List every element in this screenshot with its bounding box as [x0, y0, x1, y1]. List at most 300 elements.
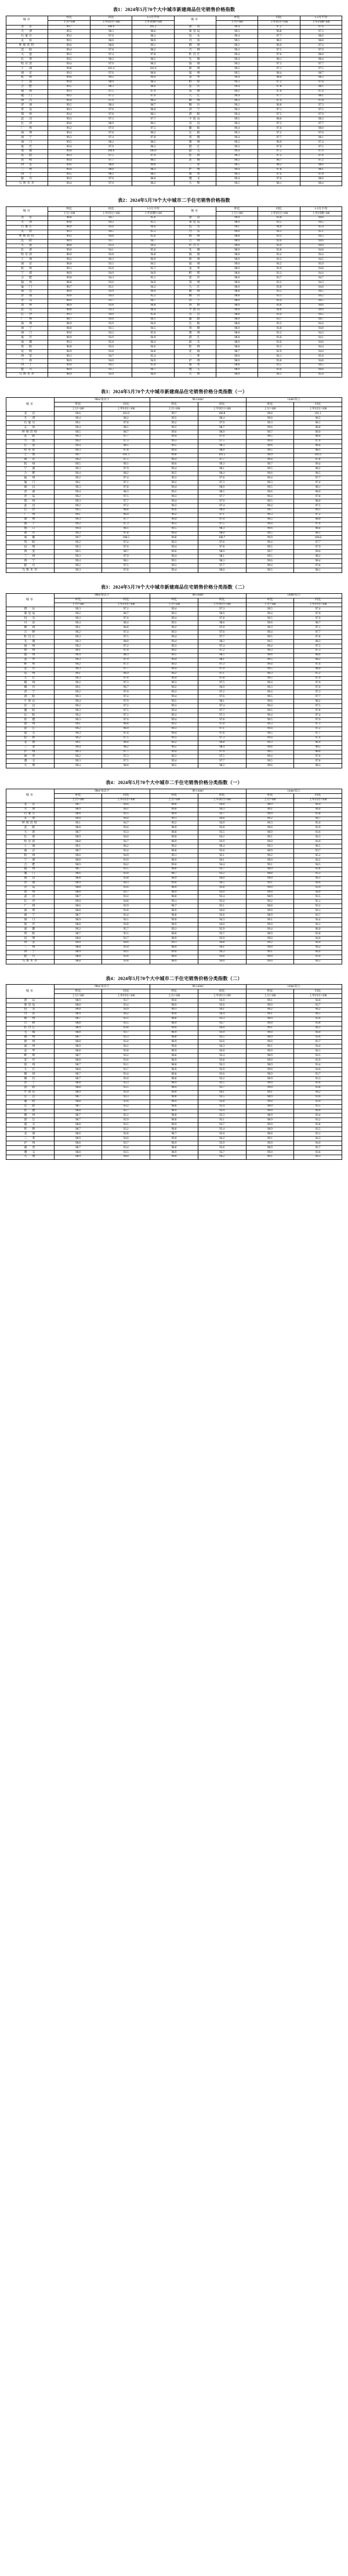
cell-value: 99.4 — [150, 517, 198, 522]
cell-city: 青 岛 — [6, 299, 48, 303]
cell-value: 99.6 — [150, 508, 198, 513]
cell-value: 98.7 — [54, 1063, 102, 1068]
cell-value: 99.0 — [150, 1026, 198, 1031]
cell-city: 韶 关 — [174, 340, 216, 345]
cell-value: 94.6 — [300, 340, 342, 345]
cell-value: 96.2 — [102, 844, 150, 849]
header-huanbi: 环比 — [54, 598, 102, 603]
table-row — [6, 1095, 342, 1100]
table-row — [6, 30, 342, 34]
cell-value: 94.5 — [300, 289, 342, 294]
cell-value: 98.8 — [216, 363, 258, 368]
cell-value: 93.7 — [294, 1146, 342, 1151]
cell-value: 97.7 — [102, 434, 150, 439]
cell-value: 94.8 — [132, 253, 174, 257]
cell-value: 98.8 — [216, 322, 258, 326]
cell-value: 96.9 — [258, 43, 300, 48]
cell-city: 福 州 — [6, 476, 55, 481]
cell-value: 98.1 — [300, 168, 342, 172]
cell-value: 99.3 — [198, 462, 246, 467]
cell-value: 97.5 — [102, 458, 150, 462]
cell-value: 94.0 — [102, 1155, 150, 1159]
cell-value: 94.1 — [102, 1044, 150, 1049]
cell-value: 93.6 — [90, 345, 132, 350]
cell-value: 99.1 — [246, 1090, 294, 1095]
cell-value: 99.5 — [216, 71, 258, 75]
cell-value: 97.5 — [102, 709, 150, 713]
cell-value: 94.0 — [258, 308, 300, 313]
cell-value: 99.4 — [246, 495, 294, 499]
cell-value: 93.6 — [90, 281, 132, 285]
table-block-t3 — [6, 386, 342, 573]
header-city: 城市 — [6, 207, 48, 216]
cell-value: 93.5 — [294, 895, 342, 899]
cell-city: 太 原 — [6, 230, 48, 234]
cell-value: 99.5 — [48, 30, 90, 34]
cell-value: 93.5 — [102, 1086, 150, 1090]
cell-value: 98.9 — [48, 239, 90, 244]
cell-value: 94.2 — [294, 1090, 342, 1095]
cell-city: 常 德 — [6, 1109, 55, 1113]
cell-value: 98.9 — [150, 1068, 198, 1072]
cell-city: 长 春 — [6, 835, 55, 840]
cell-value: 98.8 — [54, 890, 102, 895]
cell-city: 徐 州 — [174, 257, 216, 262]
table-row — [6, 313, 342, 317]
cell-value: 93.7 — [198, 867, 246, 872]
cell-city: 安 庆 — [174, 85, 216, 89]
header-tongbi: 同比 — [102, 402, 150, 407]
header-sub-prev-year-month: 上年同月=100 — [90, 211, 132, 216]
cell-value: 94.3 — [300, 331, 342, 336]
cell-value: 98.5 — [132, 172, 174, 177]
cell-value: 93.3 — [258, 345, 300, 350]
cell-city: 贵 阳 — [6, 540, 55, 545]
header-sub-prev-year-month: 上年同月=100 — [294, 603, 342, 607]
cell-value: 99.7 — [246, 430, 294, 434]
header-size-group-0: 90m²及以下 — [54, 985, 150, 989]
cell-value: 99.6 — [246, 471, 294, 476]
header-city: 城市 — [6, 398, 55, 412]
cell-value: 99.1 — [150, 854, 198, 858]
cell-value: 99.6 — [246, 490, 294, 495]
cell-value: 99.3 — [150, 476, 198, 481]
cell-city: 北 京 — [6, 803, 55, 807]
table-row — [6, 554, 342, 559]
cell-city: 宁 波 — [6, 467, 55, 471]
cell-value: 99.0 — [246, 923, 294, 927]
cell-value: 93.8 — [102, 959, 150, 964]
cell-value: 99.3 — [48, 136, 90, 140]
cell-value: 98.8 — [216, 281, 258, 285]
cell-value: 99.3 — [150, 522, 198, 527]
cell-value: 99.9 — [246, 536, 294, 540]
cell-value: 98.1 — [198, 699, 246, 704]
cell-value: 99.0 — [48, 248, 90, 253]
cell-city: 湛 江 — [6, 1118, 55, 1123]
cell-value: 94.2 — [198, 1155, 246, 1159]
cell-value: 94.9 — [102, 854, 150, 858]
header-sub-prev-year-month: 上年同月=100 — [102, 994, 150, 999]
cell-value: 99.3 — [54, 750, 102, 754]
cell-value: 99.4 — [216, 34, 258, 39]
table-row — [6, 453, 342, 458]
cell-city: 无 锡 — [174, 57, 216, 62]
table-row — [6, 458, 342, 462]
table-row — [6, 927, 342, 932]
header-size-group-2: 144m²以上 — [246, 398, 342, 402]
cell-value: 99.3 — [150, 704, 198, 709]
cell-city: 杭 州 — [6, 462, 55, 467]
cell-value: 98.0 — [90, 80, 132, 85]
table-row — [6, 612, 342, 616]
cell-value: 99.6 — [150, 430, 198, 434]
cell-city: 泉 州 — [174, 89, 216, 94]
cell-value: 99.4 — [150, 554, 198, 559]
cell-value: 93.7 — [102, 936, 150, 941]
cell-value: 93.4 — [102, 1146, 150, 1151]
cell-value: 97.2 — [294, 727, 342, 731]
cell-value: 97.1 — [102, 662, 150, 667]
cell-city: 秦皇岛 — [174, 30, 216, 34]
cell-value: 99.2 — [54, 540, 102, 545]
cell-value: 97.1 — [198, 672, 246, 676]
cell-value: 99.4 — [48, 80, 90, 85]
table-row — [6, 503, 342, 508]
table-row — [6, 476, 342, 481]
cell-value: 94.8 — [300, 267, 342, 271]
cell-value: 98.8 — [216, 345, 258, 350]
cell-city: 扬 州 — [6, 644, 55, 648]
cell-value: 99.3 — [216, 172, 258, 177]
cell-value: 99.3 — [150, 690, 198, 695]
cell-value: 98.4 — [90, 103, 132, 108]
cell-value: 98.9 — [150, 1040, 198, 1044]
cell-value: 98.7 — [54, 1072, 102, 1077]
cell-value: 99.7 — [150, 412, 198, 416]
cell-value: 99.8 — [246, 412, 294, 416]
cell-value: 99.0 — [150, 881, 198, 886]
cell-city: 银 川 — [6, 955, 55, 959]
table-row — [6, 1141, 342, 1146]
table-row — [6, 750, 342, 754]
cell-value: 99.0 — [246, 1100, 294, 1104]
table-row — [6, 1035, 342, 1040]
cell-value: 97.9 — [294, 545, 342, 550]
cell-value: 93.7 — [102, 840, 150, 844]
cell-value: 99.0 — [246, 1141, 294, 1146]
cell-value: 99.6 — [48, 163, 90, 168]
cell-value: 98.3 — [294, 764, 342, 768]
cell-value: 97.5 — [300, 66, 342, 71]
cell-value: 98.9 — [246, 1118, 294, 1123]
cell-value: 97.3 — [102, 522, 150, 527]
cell-value: 99.1 — [132, 43, 174, 48]
cell-city: 惠 州 — [6, 1113, 55, 1118]
cell-value: 99.4 — [150, 499, 198, 503]
cell-value: 99.0 — [150, 1044, 198, 1049]
cell-city: 南 宁 — [6, 326, 48, 331]
cell-value: 98.8 — [54, 1150, 102, 1155]
cell-value: 99.3 — [48, 117, 90, 122]
cell-value: 93.2 — [258, 281, 300, 285]
cell-city: 郑 州 — [6, 499, 55, 503]
cell-value: 93.8 — [198, 886, 246, 890]
cell-city: 秦皇岛 — [6, 612, 55, 616]
cell-value: 99.4 — [246, 727, 294, 731]
cell-value: 93.5 — [258, 363, 300, 368]
table-row — [6, 271, 342, 276]
cell-value: 97.3 — [258, 62, 300, 67]
cell-value: 99.0 — [216, 230, 258, 234]
cell-value: 97.7 — [300, 62, 342, 67]
cell-city: 南 京 — [6, 71, 48, 75]
table-row — [6, 163, 342, 168]
cell-city: 韶 关 — [6, 731, 55, 736]
cell-value: 99.4 — [246, 644, 294, 648]
cell-value: 97.7 — [90, 158, 132, 163]
cell-value: 93.1 — [258, 294, 300, 299]
cell-city: 广 州 — [6, 904, 55, 909]
table-row — [6, 1017, 342, 1021]
cell-value: 99.3 — [54, 640, 102, 644]
cell-value: 99.6 — [48, 75, 90, 80]
table-row — [6, 1003, 342, 1007]
cell-city: 烟 台 — [6, 1076, 55, 1081]
cell-value: 98.8 — [54, 1068, 102, 1072]
table-row — [6, 513, 342, 517]
cell-value: 98.6 — [294, 490, 342, 495]
table-row — [6, 136, 342, 140]
cell-value: 99.4 — [216, 85, 258, 89]
cell-value: 99.4 — [216, 53, 258, 57]
cell-value: 98.8 — [216, 294, 258, 299]
cell-value: 93.9 — [198, 840, 246, 844]
cell-value: 97.8 — [294, 564, 342, 568]
table-title: 表4：2024年5月70个大中城市二手住宅销售价格分类指数（二） — [106, 975, 242, 981]
cell-value: 97.9 — [102, 554, 150, 559]
cell-value: 93.8 — [294, 812, 342, 817]
cell-value: 93.8 — [294, 931, 342, 936]
cell-value: 98.9 — [48, 299, 90, 303]
header-sub-prev-year-month: 上年同月=100 — [198, 407, 246, 412]
cell-value: 97.3 — [102, 754, 150, 759]
cell-value: 98.8 — [54, 1003, 102, 1007]
cell-value: 98.9 — [150, 1049, 198, 1054]
cell-value: 101.1 — [294, 412, 342, 416]
cell-city: 济 宁 — [174, 299, 216, 303]
table-row — [6, 430, 342, 434]
cell-value: 99.0 — [54, 854, 102, 858]
cell-city: 秦皇岛 — [6, 1003, 55, 1007]
cell-value: 98.9 — [90, 122, 132, 126]
cell-value: 94.1 — [102, 807, 150, 812]
cell-value: 98.8 — [48, 281, 90, 285]
cell-value: 98.9 — [150, 858, 198, 862]
cell-value: 94.1 — [198, 858, 246, 862]
cell-value: 99.5 — [216, 39, 258, 43]
cell-value: 98.9 — [246, 803, 294, 807]
cell-value: 94.4 — [132, 308, 174, 313]
cell-value: 99.5 — [48, 172, 90, 177]
cell-value: 99.2 — [150, 844, 198, 849]
cell-city: 桂 林 — [174, 345, 216, 350]
table-row — [6, 672, 342, 676]
cell-value: 94.6 — [198, 817, 246, 821]
cell-value: 93.5 — [102, 867, 150, 872]
cell-city: 厦 门 — [6, 94, 48, 99]
cell-value: 93.0 — [102, 1076, 150, 1081]
cell-value: 99.2 — [54, 713, 102, 718]
cell-value: 98.8 — [216, 234, 258, 239]
cell-value: 98.8 — [150, 1104, 198, 1109]
cell-value: 94.0 — [198, 909, 246, 913]
table-row — [6, 62, 342, 67]
cell-value: 97.7 — [300, 122, 342, 126]
cell-value: 99.4 — [246, 630, 294, 635]
cell-value: 98.8 — [150, 830, 198, 835]
cell-value: 99.4 — [150, 434, 198, 439]
header-sub-prev-year-month: 上年同月=100 — [198, 798, 246, 803]
header-tongbi: 同比 — [198, 598, 246, 603]
cell-value: 97.5 — [294, 704, 342, 709]
cell-value: 94.7 — [90, 216, 132, 220]
cell-value: 96.9 — [132, 257, 174, 262]
cell-city: 郑 州 — [6, 303, 48, 308]
header-tongbi: 同比 — [294, 598, 342, 603]
cell-city: 北 海 — [6, 1132, 55, 1137]
table-row — [6, 368, 342, 372]
cell-value: 99.6 — [246, 527, 294, 531]
cell-value: 97.2 — [258, 131, 300, 136]
cell-value: 99.4 — [150, 467, 198, 471]
cell-value: 93.1 — [102, 1017, 150, 1021]
cell-city: 三 亚 — [6, 1137, 55, 1141]
header-sub-prev-year-period: 上年同期=100 — [132, 211, 174, 216]
cell-city: 岳 阳 — [6, 1104, 55, 1109]
cell-value: 101.3 — [102, 453, 150, 458]
cell-value: 98.8 — [48, 326, 90, 331]
cell-value: 93.4 — [198, 895, 246, 899]
cell-value: 93.5 — [102, 1123, 150, 1127]
cell-city: 九 江 — [6, 1068, 55, 1072]
cell-value: 99.6 — [246, 425, 294, 430]
cell-value: 98.9 — [150, 1021, 198, 1026]
cell-city: 遵 义 — [6, 759, 55, 764]
cell-value: 95.0 — [132, 363, 174, 368]
cell-city: 哈尔滨 — [6, 62, 48, 67]
cell-value: 97.6 — [294, 522, 342, 527]
cell-value: 99.3 — [216, 62, 258, 67]
cell-value: 96.9 — [102, 513, 150, 517]
cell-city: 徐 州 — [174, 66, 216, 71]
cell-value: 99.6 — [246, 699, 294, 704]
cell-value: 99.1 — [246, 1155, 294, 1159]
cell-city: 哈尔滨 — [6, 840, 55, 844]
cell-value: 97.0 — [198, 626, 246, 630]
header-city: 城市 — [6, 789, 55, 803]
cell-value: 99.2 — [150, 421, 198, 426]
cell-value: 94.1 — [294, 909, 342, 913]
cell-value: 99.0 — [216, 262, 258, 267]
cell-value: 97.9 — [198, 499, 246, 503]
cell-value: 93.8 — [198, 1058, 246, 1063]
cell-value: 93.3 — [258, 271, 300, 276]
cell-city: 呼和浩特 — [6, 821, 55, 826]
cell-value: 94.0 — [90, 271, 132, 276]
cell-city: 包 头 — [6, 616, 55, 621]
cell-value: 98.7 — [54, 830, 102, 835]
cell-value: 99.5 — [54, 430, 102, 434]
cell-value: 99.1 — [132, 122, 174, 126]
cell-value: 94.7 — [132, 239, 174, 244]
cell-value: 98.0 — [258, 117, 300, 122]
cell-value: 99.7 — [54, 536, 102, 540]
cell-value: 97.6 — [258, 126, 300, 131]
cell-city: 北 京 — [6, 412, 55, 416]
cell-value: 99.3 — [54, 667, 102, 672]
cell-value: 93.3 — [102, 1081, 150, 1086]
cell-value: 98.5 — [132, 140, 174, 144]
cell-city: 昆 明 — [6, 350, 48, 354]
cell-value: 93.6 — [198, 1072, 246, 1077]
cell-value: 99.5 — [246, 517, 294, 522]
cell-value: 95.0 — [300, 372, 342, 377]
cell-value: 99.5 — [246, 640, 294, 644]
table-row — [6, 1072, 342, 1077]
cell-value: 94.1 — [198, 1090, 246, 1095]
cell-value: 99.6 — [246, 653, 294, 658]
header-tongbi: 同比 — [198, 402, 246, 407]
cell-value: 94.8 — [132, 350, 174, 354]
cell-value: 99.4 — [48, 113, 90, 117]
table-row — [6, 607, 342, 612]
header-huanbi: 环比 — [150, 793, 198, 798]
cell-city: 金 华 — [174, 75, 216, 80]
cell-value: 97.3 — [102, 439, 150, 444]
table-row — [6, 508, 342, 513]
cell-value: 99.2 — [216, 158, 258, 163]
cell-city: 温 州 — [174, 71, 216, 75]
cell-city: 厦 门 — [6, 872, 55, 876]
cell-value: 97.4 — [102, 695, 150, 699]
cell-value: 98.8 — [150, 1072, 198, 1077]
cell-value: 94.0 — [294, 1109, 342, 1113]
cell-value: 97.6 — [258, 53, 300, 57]
cell-value: 99.0 — [246, 890, 294, 895]
cell-value: 99.2 — [246, 941, 294, 945]
cell-city: 韶 关 — [6, 1123, 55, 1127]
cell-value: 97.7 — [102, 750, 150, 754]
cell-value: 93.3 — [102, 1035, 150, 1040]
cell-value: 99.3 — [150, 713, 198, 718]
cell-value: 98.1 — [258, 57, 300, 62]
cell-value: 99.4 — [246, 662, 294, 667]
cell-value: 99.0 — [48, 294, 90, 299]
cell-value: 96.9 — [294, 741, 342, 745]
table-row — [6, 499, 342, 503]
cell-value: 99.0 — [198, 508, 246, 513]
cell-value: 99.4 — [54, 416, 102, 421]
table-row — [6, 350, 342, 354]
cell-value: 98.8 — [48, 345, 90, 350]
cell-value: 97.2 — [258, 154, 300, 158]
cell-value: 97.9 — [102, 699, 150, 704]
cell-value: 98.6 — [54, 904, 102, 909]
cell-value: 99.4 — [54, 444, 102, 448]
cell-value: 99.0 — [246, 876, 294, 881]
cell-value: 99.0 — [246, 936, 294, 941]
